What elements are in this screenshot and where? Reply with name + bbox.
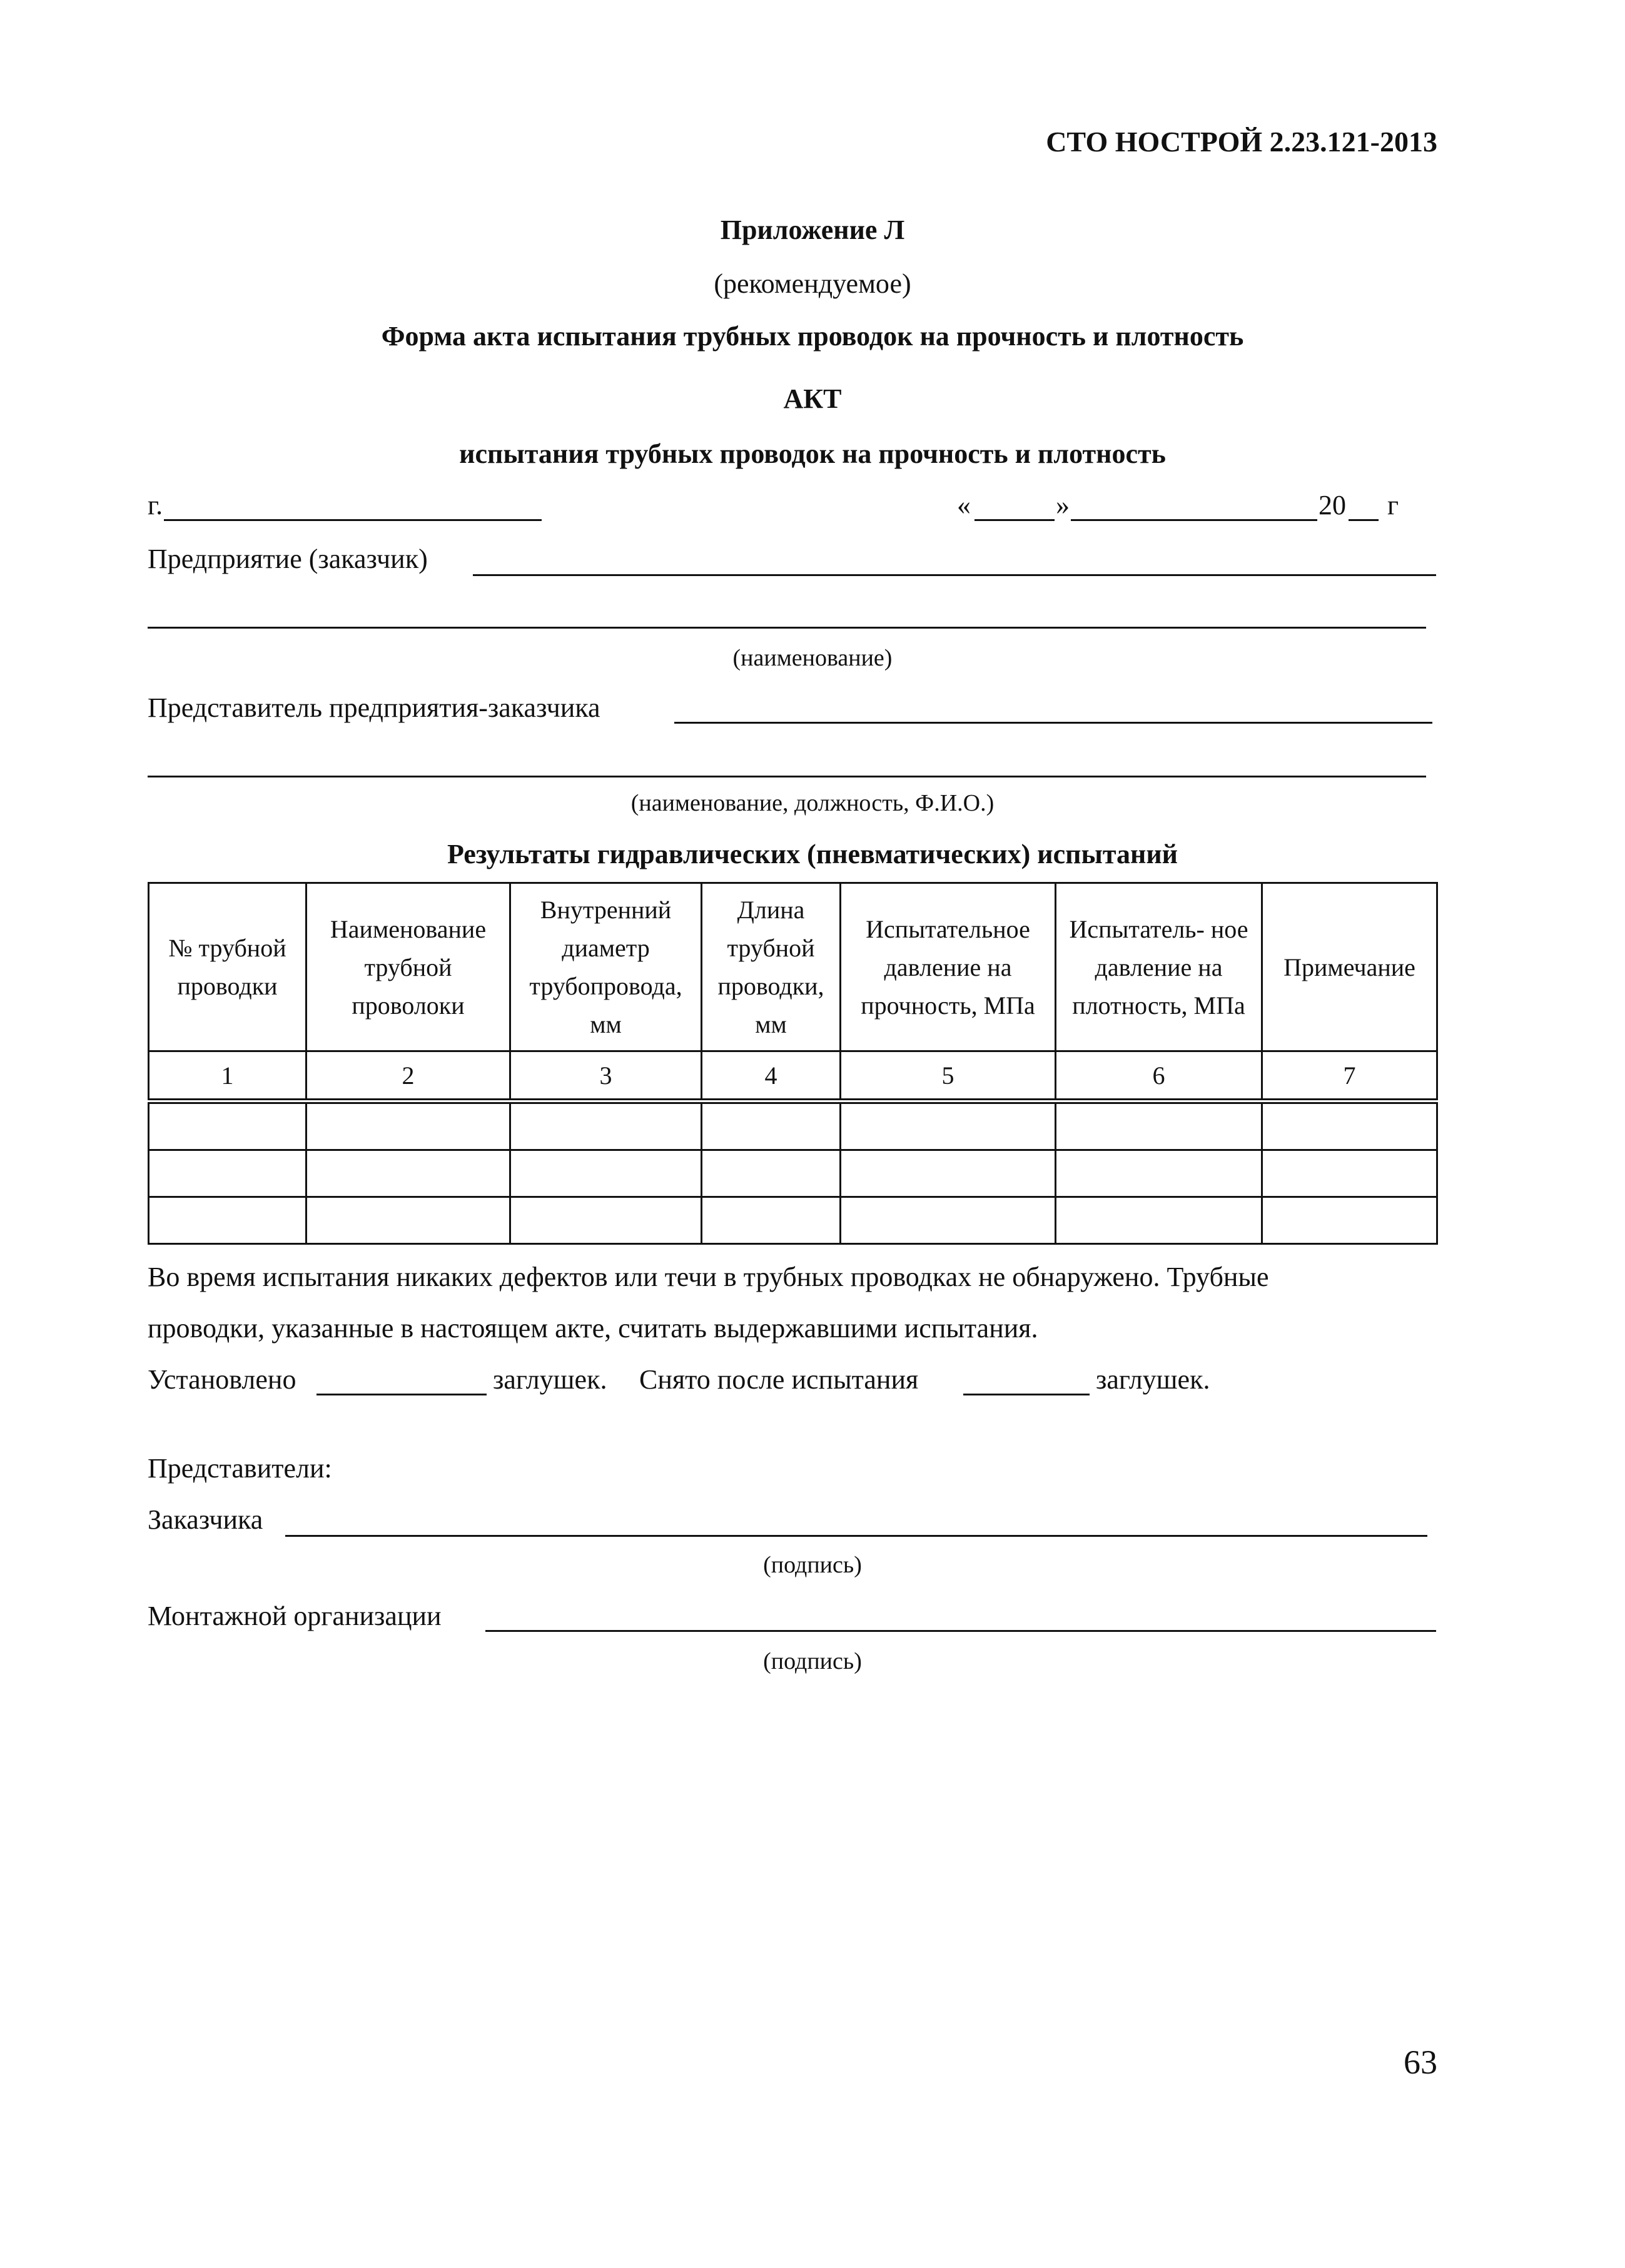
appendix-subtitle: (рекомендуемое) xyxy=(714,268,911,299)
date-month-line xyxy=(1071,519,1317,521)
date-close-quote: » xyxy=(1056,490,1070,520)
date-open-quote: « xyxy=(957,490,971,520)
table-cell[interactable] xyxy=(702,1150,841,1197)
col-number: 6 xyxy=(1056,1051,1262,1100)
plugs-installed-line xyxy=(316,1394,487,1395)
customer-signature-label: Заказчика xyxy=(148,1504,263,1535)
table-row xyxy=(149,1150,1437,1197)
table-cell[interactable] xyxy=(702,1103,841,1150)
installer-signature-line xyxy=(485,1630,1436,1632)
installer-signature-label: Монтажной организации xyxy=(148,1601,442,1631)
col-header-note: Примечание xyxy=(1262,883,1437,1051)
plugs-word-2: заглушек. xyxy=(1096,1364,1210,1395)
installer-signature-hint: (подпись) xyxy=(763,1648,862,1674)
col-header-length: Длина трубной проводки, мм xyxy=(702,883,841,1051)
year-suffix: г xyxy=(1387,490,1399,520)
table-cell[interactable] xyxy=(510,1103,702,1150)
table-cell[interactable] xyxy=(149,1197,306,1244)
results-header-row xyxy=(149,883,1437,1051)
representative-line-1 xyxy=(674,722,1432,724)
customer-signature-line xyxy=(285,1535,1427,1537)
table-cell[interactable] xyxy=(306,1103,510,1150)
table-cell[interactable] xyxy=(1056,1150,1262,1197)
table-cell[interactable] xyxy=(149,1150,306,1197)
act-subtitle: испытания трубных проводок на прочность и плотность xyxy=(459,438,1166,469)
representative-hint: (наименование, должность, Ф.И.О.) xyxy=(630,790,995,816)
col-header-density-pressure: Испытатель- ное давление на плотность, МПа xyxy=(1056,883,1262,1051)
year-prefix: 20 xyxy=(1319,490,1346,520)
customer-signature-hint: (подпись) xyxy=(763,1552,862,1578)
col-number: 7 xyxy=(1262,1051,1437,1100)
table-cell[interactable] xyxy=(1056,1197,1262,1244)
col-number: 5 xyxy=(841,1051,1056,1100)
plugs-installed-label: Установлено xyxy=(148,1364,296,1395)
plugs-word-1: заглушек. xyxy=(493,1364,607,1395)
table-cell[interactable] xyxy=(306,1150,510,1197)
document-code: СТО НОСТРОЙ 2.23.121-2013 xyxy=(1046,126,1437,158)
table-cell[interactable] xyxy=(149,1103,306,1150)
col-number: 3 xyxy=(510,1051,702,1100)
representative-label: Представитель предприятия-заказчика xyxy=(148,692,600,723)
representatives-heading: Представители: xyxy=(148,1453,332,1484)
col-number: 1 xyxy=(149,1051,306,1100)
col-header-pipe-name: Наименование трубной проволоки xyxy=(306,883,510,1051)
col-header-pipe-number: № трубной проводки xyxy=(149,883,306,1051)
col-number: 2 xyxy=(306,1051,510,1100)
appendix-title: Приложение Л xyxy=(720,215,905,245)
enterprise-hint: (наименование) xyxy=(732,645,893,671)
form-title: Форма акта испытания трубных проводок на прочность и плотность xyxy=(381,321,1244,352)
table-cell[interactable] xyxy=(841,1150,1056,1197)
enterprise-line-2 xyxy=(148,627,1426,629)
table-cell[interactable] xyxy=(841,1103,1056,1150)
table-cell[interactable] xyxy=(1262,1103,1437,1150)
table-cell[interactable] xyxy=(510,1150,702,1197)
act-title: АКТ xyxy=(783,383,842,414)
table-cell[interactable] xyxy=(841,1197,1056,1244)
city-label: г. xyxy=(148,490,163,520)
table-cell[interactable] xyxy=(702,1197,841,1244)
enterprise-line-1 xyxy=(473,574,1436,576)
city-field-line xyxy=(164,519,542,521)
year-line xyxy=(1349,519,1379,521)
enterprise-label: Предприятие (заказчик) xyxy=(148,544,428,574)
col-header-inner-diameter: Внутренний диаметр трубопровода, мм xyxy=(510,883,702,1051)
table-cell[interactable] xyxy=(1056,1103,1262,1150)
column-number-row xyxy=(149,1051,1437,1100)
representative-line-2 xyxy=(148,776,1426,777)
results-title: Результаты гидравлических (пневматических) испытаний xyxy=(447,839,1178,869)
plugs-removed-line xyxy=(963,1394,1090,1395)
paragraph-line-1: Во время испытания никаких дефектов или течи в трубных проводках не обнаружено. Трубные xyxy=(148,1262,1269,1292)
results-table xyxy=(148,882,1438,1245)
table-cell[interactable] xyxy=(1262,1150,1437,1197)
col-header-strength-pressure: Испытательное давление на прочность, МПа xyxy=(841,883,1056,1051)
plugs-removed-label: Снято после испытания xyxy=(639,1364,919,1395)
table-cell[interactable] xyxy=(1262,1197,1437,1244)
table-row xyxy=(149,1197,1437,1244)
table-cell[interactable] xyxy=(510,1197,702,1244)
col-number: 4 xyxy=(702,1051,841,1100)
date-day-line xyxy=(974,519,1055,521)
paragraph-line-2: проводки, указанные в настоящем акте, считать выдержавшими испытания. xyxy=(148,1313,1038,1344)
table-row xyxy=(149,1103,1437,1150)
page-number: 63 xyxy=(1404,2043,1437,2081)
table-cell[interactable] xyxy=(306,1197,510,1244)
